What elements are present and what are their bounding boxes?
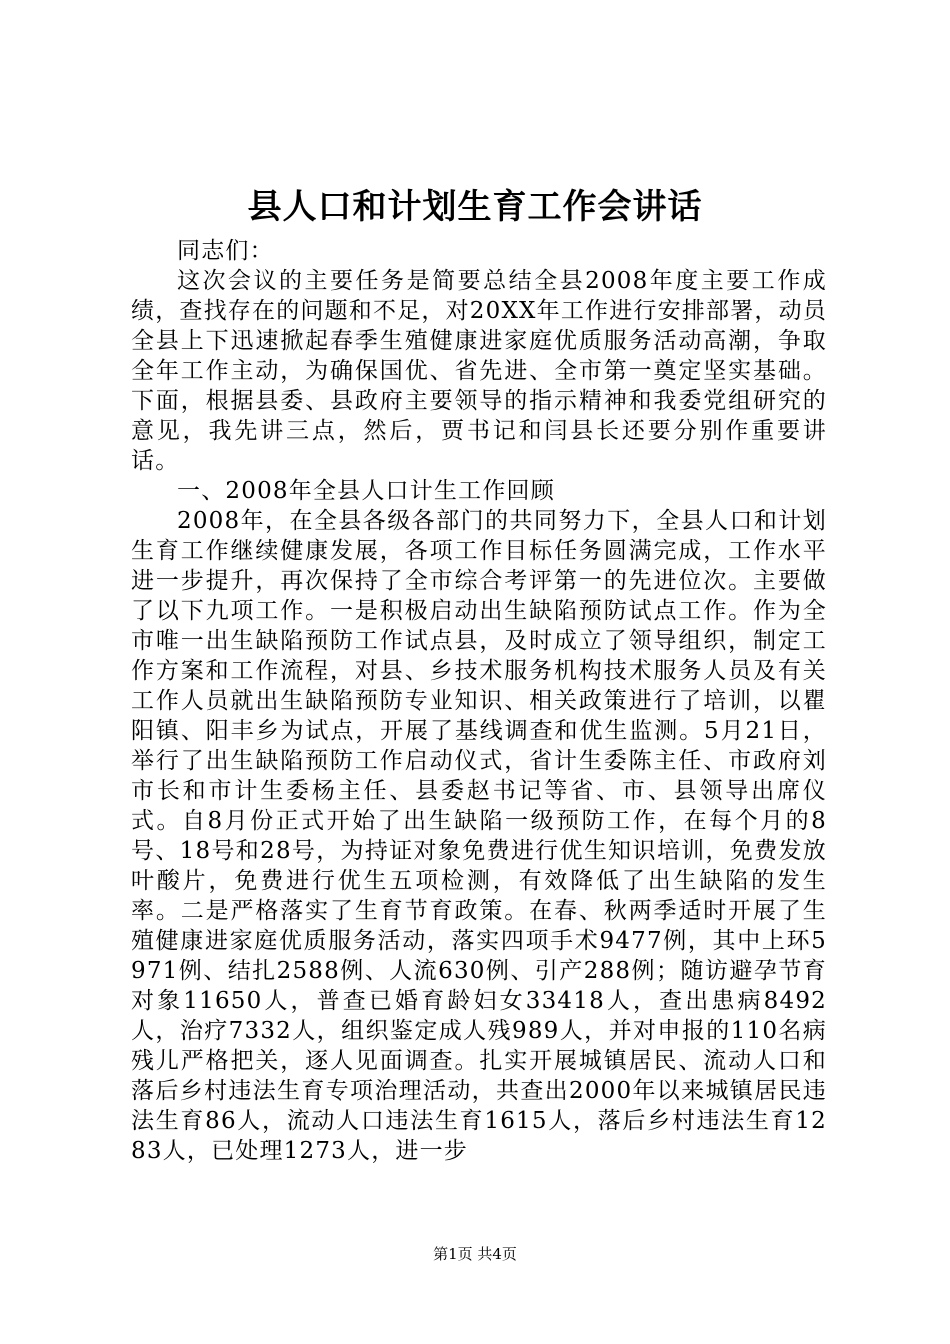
- salutation-paragraph: 同志们：: [177, 238, 274, 264]
- section-heading: 一、2008年全县人口计生工作回顾: [177, 478, 555, 504]
- document-body: [131, 236, 827, 1166]
- page-footer: 第1页 共4页: [433, 1245, 517, 1263]
- review-paragraph: 2008年，在全县各级各部门的共同努力下，全县人口和计划生育工作继续健康发展，各项工作目标任务圆满完成，工作水平进一步提升，再次保持了全市综合考评第一的先进位次。主要做了以下九项工作。一是积极启动出生缺陷预防试点工作。作为全市唯一出生缺陷预防工作试点县，及时成立了领导组织，制定工作方案和工作流程，对县、乡技术服务机构技术服务人员及有关工作人员就出生缺陷预防专业知识、相关政策进行了培训，以瞿阳镇、阳丰乡为试点，开展了基线调查和优生监测。5月21日，举行了出生缺陷预防工作启动仪式，省计生委陈主任、市政府刘市长和市计生委杨主任、县委赵书记等省、市、县领导出席仪式。自8月份正式开始了出生缺陷一级预防工作，在每个月的8号、18号和28号，为持证对象免费进行优生知识培训，免费发放叶酸片，免费进行优生五项检测，有效降低了出生缺陷的发生率。二是严格落实了生育节育政策。在春、秋两季适时开展了生殖健康进家庭优质服务活动，落实四项手术9477例，其中上环5971例、结扎2588例、人流630例、引产288例；随访避孕节育对象11650人，普查已婚育龄妇女33418人，查出患病8492人，治疗7332人，组织鉴定成人残989人，并对申报的110名病残儿严格把关，逐人见面调查。扎实开展城镇居民、流动人口和落后乡村违法生育专项治理活动，共查出2000年以来城镇居民违法生育86人，流动人口违法生育1615人，落后乡村违法生育1283人，已处理1273人，进一步: [131, 508, 827, 1164]
- intro-paragraph: 这次会议的主要任务是简要总结全县2008年度主要工作成绩，查找存在的问题和不足，对20XX年工作进行安排部署，动员全县上下迅速掀起春季生殖健康进家庭优质服务活动高潮，争取全年工作主动，为确保国优、省先进、全市第一奠定坚实基础。下面，根据县委、县政府主要领导的指示精神和我委党组研究的意见，我先讲三点，然后，贾书记和闫县长还要分别作重要讲话。: [131, 268, 828, 474]
- document-title: 县人口和计划生育工作会讲话: [247, 187, 703, 227]
